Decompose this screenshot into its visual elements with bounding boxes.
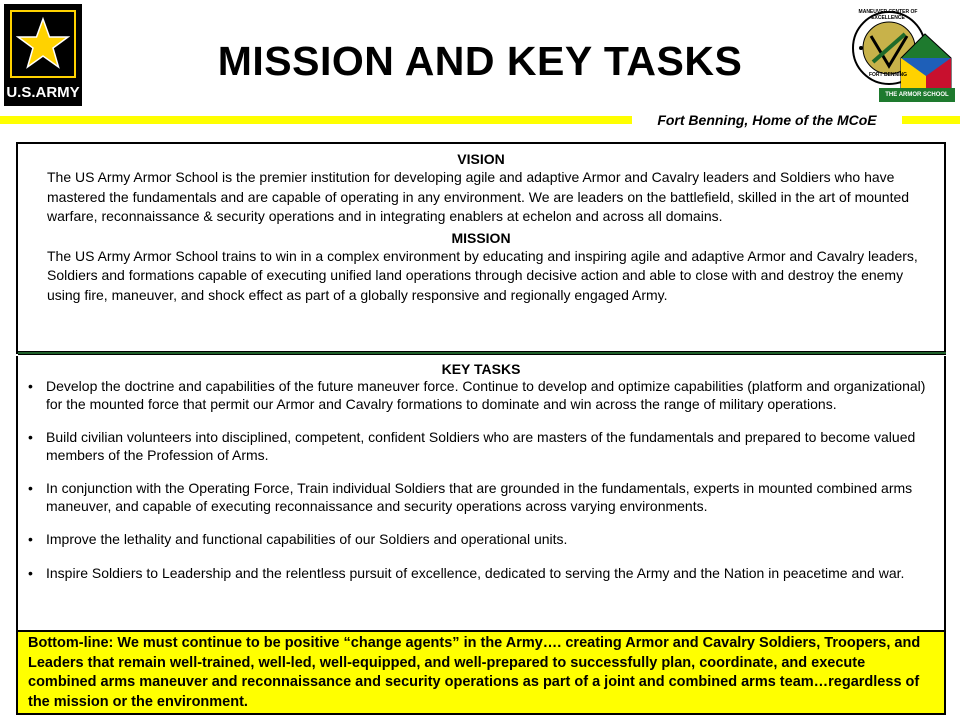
key-task-text: Improve the lethality and functional capabilities of our Soldiers and operational units. bbox=[46, 531, 568, 547]
key-task-item bbox=[28, 480, 934, 515]
mission-heading: MISSION bbox=[451, 229, 511, 246]
vision-mission-box bbox=[16, 142, 946, 354]
tagline: Fort Benning, Home of the MCoE bbox=[632, 110, 902, 130]
bullet-icon: • bbox=[28, 531, 33, 547]
vision-text: The US Army Armor School is the premier institution for developing agile and adaptive Armor and Cavalry leaders and Soldiers who have mastered the fundamentals and are capable of operating in any environment. We are leaders on the battlefield, skilled in the art of mounted warfare, reconnaissance & security operations and in integrating enablers at echelon and across all domains. bbox=[47, 169, 910, 224]
army-star-icon bbox=[10, 10, 76, 78]
bullet-icon: • bbox=[28, 480, 33, 496]
seal-badge-text: THE ARMOR SCHOOL bbox=[885, 92, 949, 98]
seal-text-top: MANEUVER CENTER OF EXCELLENCE bbox=[858, 9, 918, 21]
bottom-line-callout: Bottom-line: We must continue to be positive “change agents” in the Army…. creating Armor and Cavalry Soldiers, Troopers, and Leaders that remain well-trained, well-led, well-equipped, and well-prepared to successfully plan, coordinate, and execute combined arms maneuver and reconnaissance and security operations as part of a joint and combined arms team…regardless of the mission or the environment. bbox=[16, 630, 946, 715]
army-logo-text: U.S.ARMY bbox=[6, 84, 80, 101]
bullet-icon: • bbox=[28, 564, 33, 581]
bullet-icon: • bbox=[28, 429, 33, 445]
key-task-item bbox=[28, 565, 934, 583]
section-divider bbox=[18, 351, 946, 355]
key-task-text: Develop the doctrine and capabilities of the future maneuver force. Continue to develop and optimize capabilities (platform and organizational) for the mounted force that permit our Armor and Cavalry formations to dominate and win across the range of military operations. bbox=[46, 378, 926, 412]
page-title: MISSION AND KEY TASKS bbox=[217, 38, 743, 84]
bullet-icon: • bbox=[28, 378, 33, 394]
key-task-item bbox=[28, 429, 934, 464]
mission-text: The US Army Armor School trains to win in a complex environment by educating and inspiring agile and adaptive Armor and Cavalry leaders, Soldiers and formations capable of executing unified land operations through decisive action and able to close with and destroy the enemy using fire, maneuver, and shock effect as part of a globally responsive and regionally engaged Army. bbox=[47, 247, 918, 303]
key-tasks-heading: KEY TASKS bbox=[441, 361, 521, 377]
key-task-item bbox=[28, 531, 934, 549]
key-tasks-list bbox=[18, 378, 944, 582]
key-task-text: In conjunction with the Operating Force, Train individual Soldiers that are grounded in the fundamentals, experts in mounted combined arms maneuver, and capable of executing reconnaissance and security operations across varying environments. bbox=[46, 480, 913, 514]
key-task-item bbox=[28, 378, 934, 413]
seal-text-bottom: FORT BENNING bbox=[868, 72, 908, 78]
maneuver-center-seal bbox=[851, 6, 955, 104]
key-task-text: Build civilian volunteers into disciplined, competent, confident Soldiers who are masters of the fundamentals and prepared to become valued members of the Profession of Arms. bbox=[46, 429, 916, 463]
key-task-text: Inspire Soldiers to Leadership and the relentless pursuit of excellence, dedicated to serving the Army and the Nation in peacetime and war. bbox=[46, 564, 905, 581]
us-army-logo bbox=[4, 4, 82, 106]
vision-heading: VISION bbox=[457, 151, 505, 167]
